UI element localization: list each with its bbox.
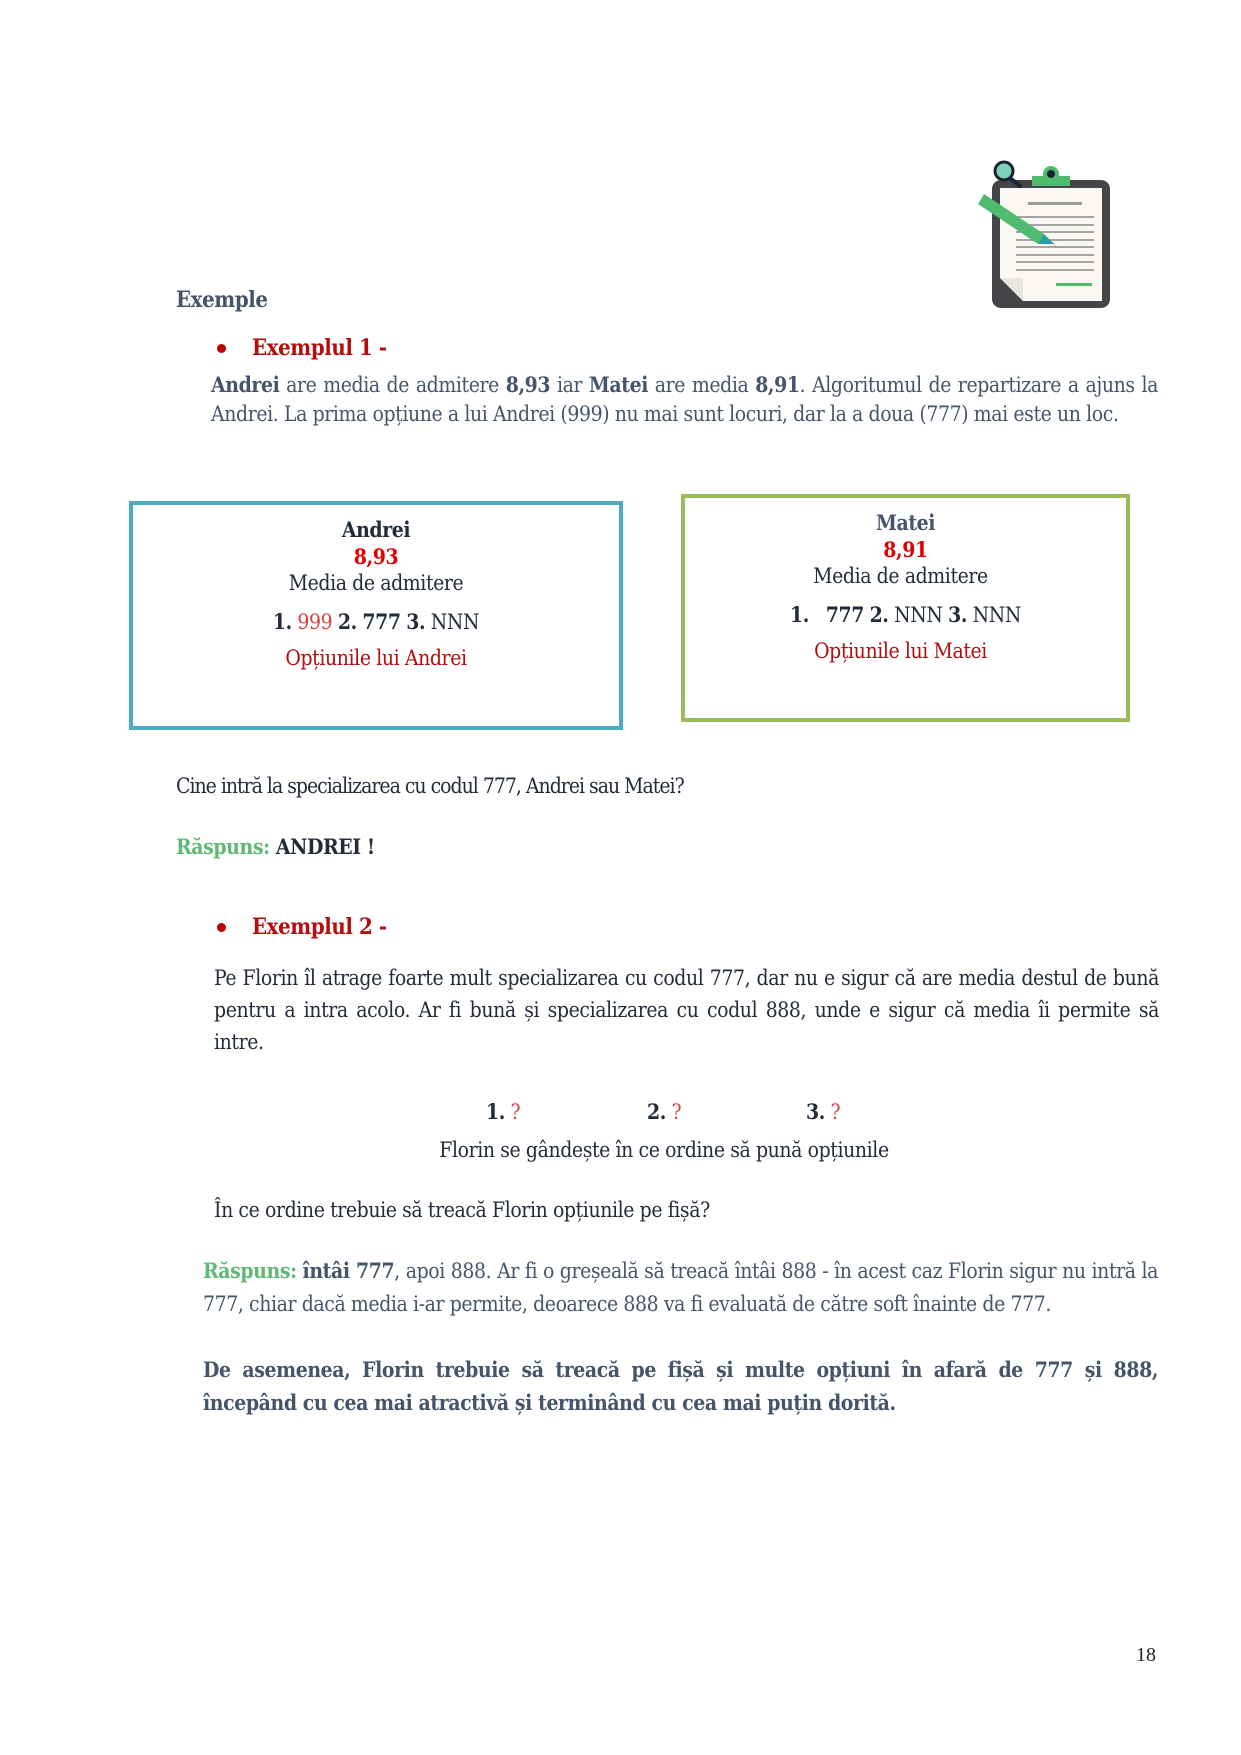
card-grade: 8,93	[353, 544, 399, 569]
example-2-note: De asemenea, Florin trebuie să treacă pe fișă și multe opțiuni în afară de 777 și 888, începând cu cea mai atractivă și terminând cu cea mai puțin dorită.	[203, 1357, 1158, 1415]
option-value: ?	[830, 1100, 841, 1124]
page-number: 18	[1136, 1644, 1156, 1666]
option-code: 777	[362, 609, 401, 634]
answer-text: , apoi 888. Ar fi o greșeală să treacă întâi 888 - în acest caz Florin sigur nu intră la 777, chiar dacă media i-ar permite, deoarece 888 va fi evaluată de către soft înainte de 777.	[203, 1259, 1158, 1316]
option-number: 3.	[406, 609, 426, 634]
option-code: 999	[297, 610, 333, 634]
section-heading: Exemple	[176, 287, 268, 313]
name-matei: Matei	[588, 372, 648, 397]
option-code: NNN	[972, 603, 1022, 627]
example-1-title-text: Exemplul 1 -	[252, 335, 387, 361]
option-number: 3.	[806, 1099, 825, 1124]
example-2-paragraph: Pe Florin îl atrage foarte mult specializarea cu codul 777, dar nu e sigur că are media destul de bună pentru a intra acolo. Ar fi bună și specializarea cu codul 888, unde e sigur că media îi permite să intre.	[214, 966, 1159, 1054]
text-fragment: are media de admitere	[279, 373, 506, 397]
card-andrei	[129, 501, 623, 730]
example-1-title	[217, 335, 387, 361]
bullet-icon	[217, 344, 226, 353]
option-code: NNN	[894, 603, 943, 627]
card-caption: Opțiunile lui Andrei	[285, 646, 467, 670]
card-grade-label: Media de admitere	[813, 564, 988, 588]
card-options	[133, 609, 619, 634]
name-andrei: Andrei	[211, 372, 280, 397]
option-number: 1.	[486, 1099, 505, 1124]
card-name: Andrei	[341, 517, 411, 542]
text-fragment: . Algoritumul de repartizare a ajuns la Andrei. La prima opțiune a lui Andrei (999) nu mai sunt locuri, dar la a doua (777) mai este un loc.	[211, 373, 1158, 426]
options-caption: Florin se gândește în ce ordine să pună opțiunile	[439, 1138, 889, 1162]
bullet-icon	[217, 923, 226, 932]
option-number: 2.	[647, 1099, 666, 1124]
answer-value: ANDREI !	[275, 834, 375, 859]
option-code: NNN	[430, 610, 480, 634]
text-fragment: iar	[550, 373, 589, 397]
option-number: 2.	[337, 609, 357, 634]
example-2-question: În ce ordine trebuie să treacă Florin opțiunile pe fișă?	[214, 1198, 710, 1222]
option-number: 1.	[789, 602, 809, 627]
option-code: 777	[825, 602, 864, 627]
option-number: 2.	[869, 602, 889, 627]
grade-matei: 8,91	[755, 372, 800, 397]
example-1-question: Cine intră la specializarea cu codul 777, Andrei sau Matei?	[176, 774, 684, 798]
answer-highlight: întâi 777	[302, 1258, 395, 1283]
option-value: ?	[510, 1100, 521, 1124]
card-matei	[681, 494, 1130, 722]
card-name: Matei	[875, 510, 936, 535]
example-1-paragraph	[211, 370, 1158, 429]
option-slot-3	[806, 1099, 840, 1124]
option-slot-1	[486, 1099, 520, 1124]
option-value: ?	[671, 1100, 682, 1124]
answer-label: Răspuns:	[203, 1258, 297, 1283]
example-2-answer	[203, 1254, 1158, 1321]
clipboard-with-pen-icon	[960, 148, 1130, 313]
answer-label: Răspuns:	[176, 834, 270, 859]
text-fragment: are media	[648, 373, 756, 397]
option-number: 3.	[948, 602, 968, 627]
option-slot-2	[647, 1099, 681, 1124]
card-grade-label: Media de admitere	[288, 571, 464, 595]
card-options	[685, 602, 1126, 627]
card-grade: 8,91	[883, 537, 928, 562]
example-1-answer	[176, 834, 375, 859]
option-number: 1.	[272, 609, 292, 634]
example-2-title-text: Exemplul 2 -	[252, 914, 387, 940]
grade-andrei: 8,93	[505, 372, 551, 397]
example-2-title	[217, 914, 387, 940]
card-caption: Opțiunile lui Matei	[814, 639, 987, 663]
